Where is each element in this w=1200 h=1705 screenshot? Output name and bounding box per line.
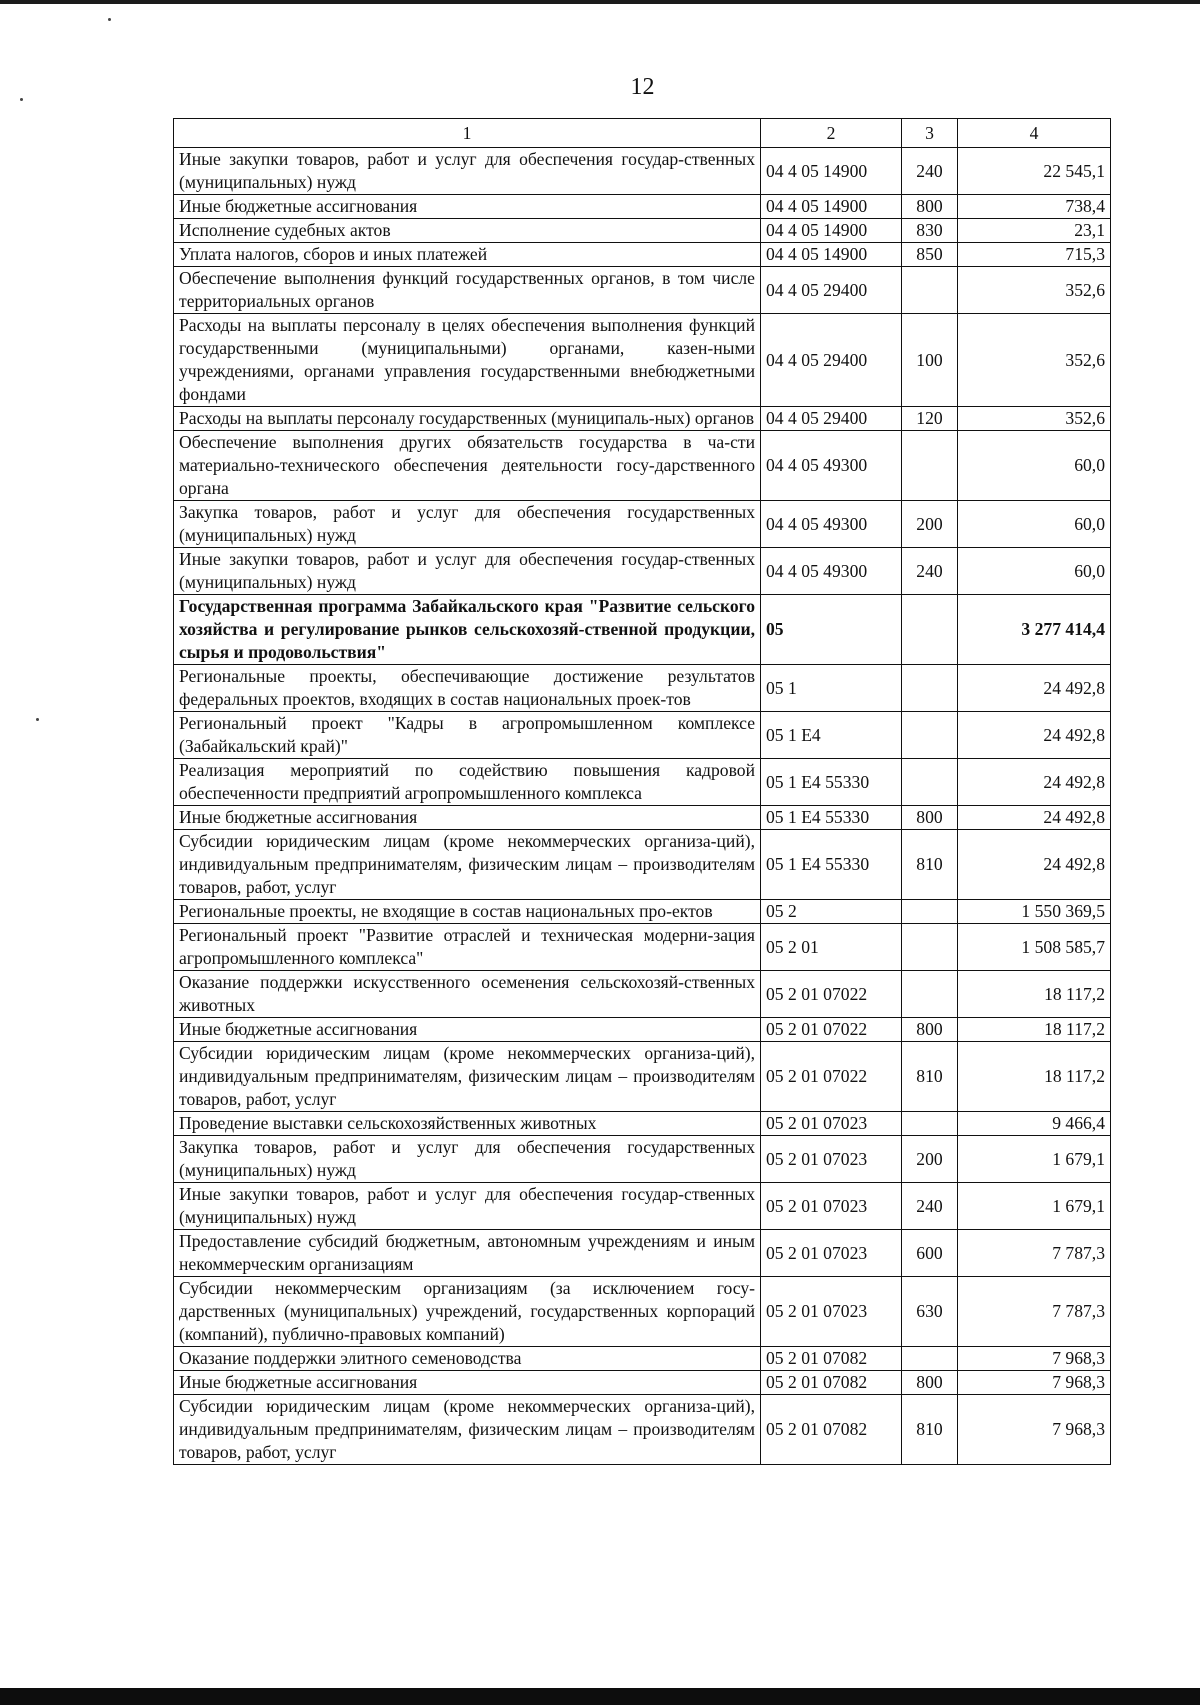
- item-name-cell: Оказание поддержки искусственного осеменения сельскохозяй-ственных животных: [174, 971, 761, 1018]
- amount-cell: 352,6: [958, 407, 1111, 431]
- amount-cell: 1 679,1: [958, 1183, 1111, 1230]
- item-code-cell: 05 1 E4: [761, 712, 902, 759]
- item-code-cell: 04 4 05 29400: [761, 267, 902, 314]
- table-row: [174, 314, 1111, 407]
- item-name-cell: Региональный проект "Кадры в агропромышленном комплексе (Забайкальский край)": [174, 712, 761, 759]
- item-name-cell: Региональные проекты, не входящие в состав национальных про-ектов: [174, 900, 761, 924]
- scan-speck: [108, 18, 111, 21]
- expense-type-cell: 200: [902, 1136, 958, 1183]
- table-row: [174, 900, 1111, 924]
- expense-type-cell: 810: [902, 830, 958, 900]
- item-name-cell: Субсидии некоммерческим организациям (за исключением госу-дарственных (муниципальных) учреждений, государственных корпораций (компаний), публично-правовых компаний): [174, 1277, 761, 1347]
- item-code-cell: 05 2 01 07023: [761, 1136, 902, 1183]
- amount-cell: 7 968,3: [958, 1395, 1111, 1465]
- expense-type-cell: 810: [902, 1042, 958, 1112]
- amount-cell: 1 508 585,7: [958, 924, 1111, 971]
- item-name-cell: Реализация мероприятий по содействию повышения кадровой обеспеченности предприятий агропромышленного комплекса: [174, 759, 761, 806]
- item-code-cell: 05 2 01 07023: [761, 1183, 902, 1230]
- scan-border-bottom: [0, 1688, 1200, 1705]
- item-name-cell: Субсидии юридическим лицам (кроме некоммерческих организа-ций), индивидуальным предпринимателям, физическим лицам – производителям товаров, работ, услуг: [174, 830, 761, 900]
- table-row: [174, 148, 1111, 195]
- item-name-cell: Закупка товаров, работ и услуг для обеспечения государственных (муниципальных) нужд: [174, 1136, 761, 1183]
- item-code-cell: 05 2 01 07023: [761, 1230, 902, 1277]
- amount-cell: 3 277 414,4: [958, 595, 1111, 665]
- item-code-cell: 04 4 05 14900: [761, 195, 902, 219]
- amount-cell: 18 117,2: [958, 1018, 1111, 1042]
- table-header-row: [174, 119, 1111, 148]
- amount-cell: 738,4: [958, 195, 1111, 219]
- item-code-cell: 05 1: [761, 665, 902, 712]
- item-code-cell: 05: [761, 595, 902, 665]
- item-code-cell: 04 4 05 49300: [761, 548, 902, 595]
- expense-type-cell: 800: [902, 806, 958, 830]
- expense-type-cell: [902, 1112, 958, 1136]
- table-row: [174, 1042, 1111, 1112]
- amount-cell: 24 492,8: [958, 759, 1111, 806]
- table-row: [174, 243, 1111, 267]
- amount-cell: 18 117,2: [958, 971, 1111, 1018]
- amount-cell: 22 545,1: [958, 148, 1111, 195]
- amount-cell: 352,6: [958, 267, 1111, 314]
- page-number: 12: [630, 74, 655, 100]
- amount-cell: 715,3: [958, 243, 1111, 267]
- expense-type-cell: [902, 665, 958, 712]
- expense-type-cell: 810: [902, 1395, 958, 1465]
- item-code-cell: 04 4 05 29400: [761, 314, 902, 407]
- item-name-cell: Иные бюджетные ассигнования: [174, 195, 761, 219]
- item-name-cell: Расходы на выплаты персоналу в целях обеспечения выполнения функций государственными (муниципальными) органами, казен-ными учреждениями, органами управления государственными внебюджетными фондами: [174, 314, 761, 407]
- expense-type-cell: [902, 971, 958, 1018]
- amount-cell: 1 679,1: [958, 1136, 1111, 1183]
- expense-type-cell: [902, 595, 958, 665]
- expense-type-cell: 630: [902, 1277, 958, 1347]
- expense-type-cell: 800: [902, 1371, 958, 1395]
- scan-speck: [36, 718, 39, 721]
- item-name-cell: Иные бюджетные ассигнования: [174, 1371, 761, 1395]
- table-row: [174, 924, 1111, 971]
- item-name-cell: Субсидии юридическим лицам (кроме некоммерческих организа-ций), индивидуальным предпринимателям, физическим лицам – производителям товаров, работ, услуг: [174, 1042, 761, 1112]
- expense-type-cell: 800: [902, 1018, 958, 1042]
- item-name-cell: Региональные проекты, обеспечивающие достижение результатов федеральных проектов, входящих в состав национальных проек-тов: [174, 665, 761, 712]
- item-name-cell: Государственная программа Забайкальского края "Развитие сельского хозяйства и регулирование рынков сельскохозяй-ственной продукции, сырья и продовольствия": [174, 595, 761, 665]
- column-header: 2: [761, 119, 902, 148]
- amount-cell: 9 466,4: [958, 1112, 1111, 1136]
- table-row: [174, 806, 1111, 830]
- item-name-cell: Иные закупки товаров, работ и услуг для обеспечения государ-ственных (муниципальных) нужд: [174, 548, 761, 595]
- expense-type-cell: 200: [902, 501, 958, 548]
- expense-type-cell: [902, 712, 958, 759]
- scan-border-top: [0, 0, 1200, 4]
- table-row: [174, 712, 1111, 759]
- amount-cell: 60,0: [958, 431, 1111, 501]
- item-name-cell: Уплата налогов, сборов и иных платежей: [174, 243, 761, 267]
- expense-type-cell: 800: [902, 195, 958, 219]
- table-row: [174, 1395, 1111, 1465]
- item-name-cell: Иные бюджетные ассигнования: [174, 1018, 761, 1042]
- expense-type-cell: 120: [902, 407, 958, 431]
- item-code-cell: 05 2 01 07023: [761, 1277, 902, 1347]
- expense-type-cell: [902, 267, 958, 314]
- table-row: [174, 267, 1111, 314]
- table-row: [174, 1018, 1111, 1042]
- column-header: 3: [902, 119, 958, 148]
- item-name-cell: Закупка товаров, работ и услуг для обеспечения государственных (муниципальных) нужд: [174, 501, 761, 548]
- table-row: [174, 431, 1111, 501]
- item-name-cell: Проведение выставки сельскохозяйственных животных: [174, 1112, 761, 1136]
- item-name-cell: Исполнение судебных актов: [174, 219, 761, 243]
- expense-type-cell: 100: [902, 314, 958, 407]
- item-code-cell: 05 1 E4 55330: [761, 759, 902, 806]
- amount-cell: 1 550 369,5: [958, 900, 1111, 924]
- amount-cell: 352,6: [958, 314, 1111, 407]
- item-code-cell: 05 2 01 07023: [761, 1112, 902, 1136]
- table-row: [174, 665, 1111, 712]
- item-name-cell: Иные закупки товаров, работ и услуг для обеспечения государ-ственных (муниципальных) нужд: [174, 148, 761, 195]
- expense-type-cell: [902, 924, 958, 971]
- table-row: [174, 1183, 1111, 1230]
- amount-cell: 24 492,8: [958, 806, 1111, 830]
- expense-type-cell: 240: [902, 1183, 958, 1230]
- item-code-cell: 04 4 05 14900: [761, 219, 902, 243]
- amount-cell: 7 787,3: [958, 1230, 1111, 1277]
- table-row: [174, 501, 1111, 548]
- item-code-cell: 05 1 E4 55330: [761, 830, 902, 900]
- item-code-cell: 04 4 05 14900: [761, 243, 902, 267]
- table-row: [174, 971, 1111, 1018]
- budget-table: [173, 118, 1111, 1465]
- table-row: [174, 595, 1111, 665]
- amount-cell: 7 787,3: [958, 1277, 1111, 1347]
- table-row: [174, 195, 1111, 219]
- item-code-cell: 04 4 05 49300: [761, 431, 902, 501]
- item-name-cell: Оказание поддержки элитного семеноводства: [174, 1347, 761, 1371]
- table-row: [174, 1112, 1111, 1136]
- table-row: [174, 1136, 1111, 1183]
- amount-cell: 7 968,3: [958, 1347, 1111, 1371]
- item-name-cell: Обеспечение выполнения функций государственных органов, в том числе территориальных органов: [174, 267, 761, 314]
- amount-cell: 24 492,8: [958, 830, 1111, 900]
- item-name-cell: Иные бюджетные ассигнования: [174, 806, 761, 830]
- table-row: [174, 830, 1111, 900]
- item-code-cell: 05 2 01 07082: [761, 1347, 902, 1371]
- amount-cell: 7 968,3: [958, 1371, 1111, 1395]
- table-row: [174, 219, 1111, 243]
- amount-cell: 60,0: [958, 548, 1111, 595]
- column-header: 1: [174, 119, 761, 148]
- column-header: 4: [958, 119, 1111, 148]
- item-code-cell: 05 2 01: [761, 924, 902, 971]
- amount-cell: 60,0: [958, 501, 1111, 548]
- expense-type-cell: [902, 759, 958, 806]
- item-code-cell: 05 2 01 07082: [761, 1395, 902, 1465]
- expense-type-cell: 240: [902, 148, 958, 195]
- amount-cell: 24 492,8: [958, 712, 1111, 759]
- expense-type-cell: 830: [902, 219, 958, 243]
- table-row: [174, 407, 1111, 431]
- expense-type-cell: 850: [902, 243, 958, 267]
- item-code-cell: 04 4 05 49300: [761, 501, 902, 548]
- expense-type-cell: [902, 431, 958, 501]
- table-row: [174, 1277, 1111, 1347]
- table-row: [174, 1347, 1111, 1371]
- amount-cell: 23,1: [958, 219, 1111, 243]
- table-row: [174, 1371, 1111, 1395]
- item-code-cell: 05 2 01 07022: [761, 1042, 902, 1112]
- expense-type-cell: [902, 1347, 958, 1371]
- item-name-cell: Предоставление субсидий бюджетным, автономным учреждениям и иным некоммерческим организациям: [174, 1230, 761, 1277]
- expense-type-cell: [902, 900, 958, 924]
- item-code-cell: 04 4 05 29400: [761, 407, 902, 431]
- item-code-cell: 05 2 01 07082: [761, 1371, 902, 1395]
- item-code-cell: 05 2: [761, 900, 902, 924]
- item-code-cell: 04 4 05 14900: [761, 148, 902, 195]
- amount-cell: 18 117,2: [958, 1042, 1111, 1112]
- table-row: [174, 759, 1111, 806]
- amount-cell: 24 492,8: [958, 665, 1111, 712]
- item-code-cell: 05 2 01 07022: [761, 971, 902, 1018]
- item-code-cell: 05 2 01 07022: [761, 1018, 902, 1042]
- table-row: [174, 548, 1111, 595]
- item-name-cell: Иные закупки товаров, работ и услуг для обеспечения государ-ственных (муниципальных) нужд: [174, 1183, 761, 1230]
- item-name-cell: Расходы на выплаты персоналу государственных (муниципаль-ных) органов: [174, 407, 761, 431]
- item-name-cell: Региональный проект "Развитие отраслей и техническая модерни-зация агропромышленного комплекса": [174, 924, 761, 971]
- expense-type-cell: 600: [902, 1230, 958, 1277]
- item-name-cell: Обеспечение выполнения других обязательств государства в ча-сти материально-технического обеспечения деятельности госу-дарственного органа: [174, 431, 761, 501]
- expense-type-cell: 240: [902, 548, 958, 595]
- table-row: [174, 1230, 1111, 1277]
- item-code-cell: 05 1 E4 55330: [761, 806, 902, 830]
- item-name-cell: Субсидии юридическим лицам (кроме некоммерческих организа-ций), индивидуальным предпринимателям, физическим лицам – производителям товаров, работ, услуг: [174, 1395, 761, 1465]
